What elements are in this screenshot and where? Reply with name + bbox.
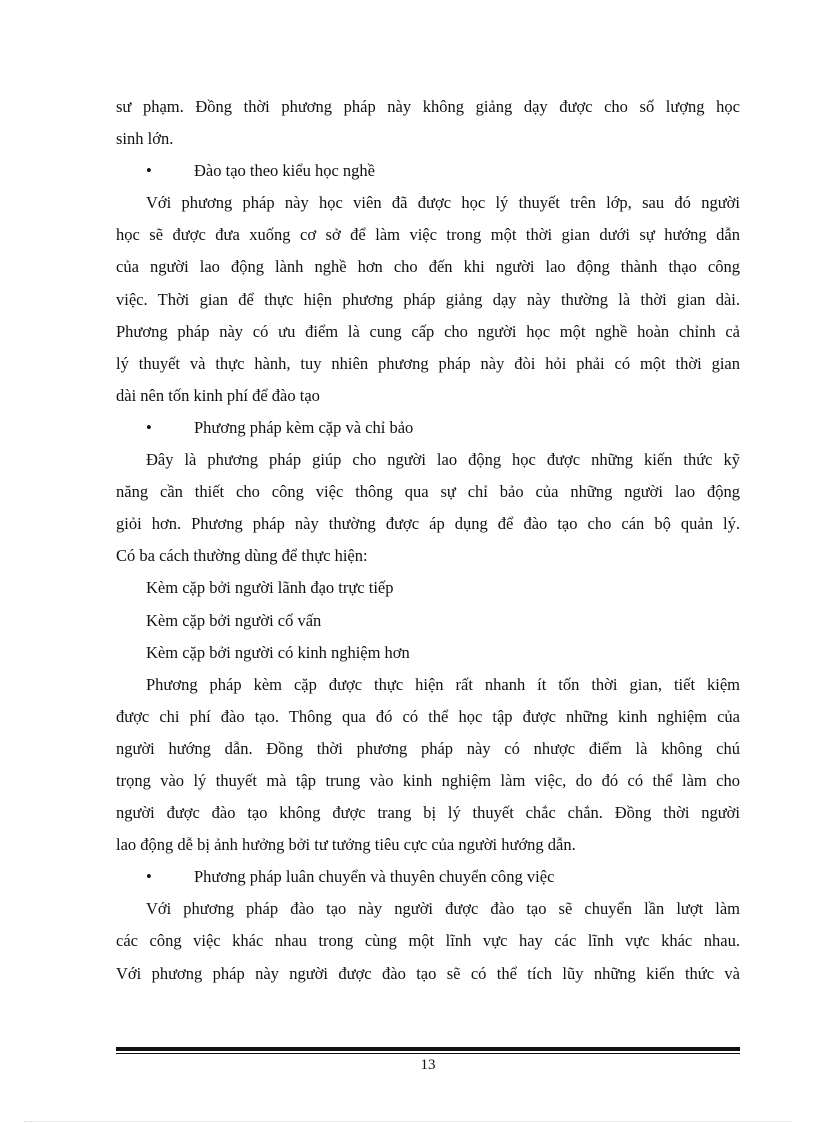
text-line: Phương pháp kèm cặp được thực hiện rất nhanh ít tốn thời gian, tiết kiệm [146,674,740,694]
text-line: các công việc khác nhau trong cùng một lĩnh vực hay các lĩnh vực khác nhau. [116,931,740,951]
bullet-text: Phương pháp luân chuyển và thuyên chuyển công việc [194,867,555,887]
text-line: được chi phí đào tạo. Thông qua đó có thể học tập được những kinh nghiệm của [116,706,740,726]
text-line: Với phương pháp này học viên đã được học lý thuyết trên lớp, sau đó người [146,193,740,213]
text-line: sinh lớn. [116,129,174,149]
text-line: giỏi hơn. Phương pháp này thường được áp dụng để đào tạo cho cán bộ quản lý. [116,514,740,534]
bullet-text: Phương pháp kèm cặp và chỉ bảo [194,417,414,437]
text-line: người hướng dẫn. Đồng thời phương pháp này có nhược điểm là không chú [116,738,740,758]
text-line: Kèm cặp bởi người lãnh đạo trực tiếp [146,578,394,598]
text-line: việc. Thời gian để thực hiện phương pháp giảng dạy này thường là thời gian dài. [116,289,740,309]
page-edge-divider [24,1121,792,1122]
text-line: trọng vào lý thuyết mà tập trung vào kinh nghiệm làm việc, do đó có thể làm cho [116,770,740,790]
bullet-text: Đào tạo theo kiểu học nghề [194,161,375,181]
text-line: Có ba cách thường dùng để thực hiện: [116,546,368,566]
footer-divider-thin [116,1053,740,1054]
bullet-item [116,861,740,893]
footer-divider-thick [116,1047,740,1051]
text-line: Đây là phương pháp giúp cho người lao động học được những kiến thức kỹ [146,450,740,470]
bullet-icon: • [146,417,152,437]
page-number: 13 [420,1057,436,1073]
text-line: dài nên tốn kinh phí để đào tạo [116,385,320,405]
bullet-item [116,155,740,187]
text-line: Với phương pháp đào tạo này người được đào tạo sẽ chuyển lần lượt làm [146,899,740,919]
bullet-item [116,412,740,444]
text-line: người được đào tạo không được trang bị lý thuyết chắc chắn. Đồng thời người [116,803,740,823]
text-line: Phương pháp này có ưu điểm là cung cấp cho người học một nghề hoàn chỉnh cả [116,321,740,341]
text-line: Với phương pháp này người được đào tạo sẽ có thể tích lũy những kiến thức và [116,963,740,983]
text-line: lý thuyết và thực hành, tuy nhiên phương pháp này đòi hỏi phải có một thời gian [116,353,740,373]
text-line: của người lao động lành nghề hơn cho đến khi người lao động thành thạo công [116,257,740,277]
text-line: học sẽ được đưa xuống cơ sở để làm việc trong một thời gian dưới sự hướng dẫn [116,225,740,245]
text-line: Kèm cặp bởi người có kinh nghiệm hơn [146,642,410,662]
text-line: sư phạm. Đồng thời phương pháp này không giảng dạy được cho số lượng học [116,97,740,116]
bullet-icon: • [146,161,152,181]
document-body [116,91,740,990]
text-line: năng cần thiết cho công việc thông qua sự chỉ bảo của những người lao động [116,482,740,502]
bullet-icon: • [146,867,152,887]
text-line: lao động dễ bị ảnh hưởng bởi tư tưởng tiêu cực của người hướng dẫn. [116,835,576,855]
text-line: Kèm cặp bởi người cố vấn [146,610,322,630]
